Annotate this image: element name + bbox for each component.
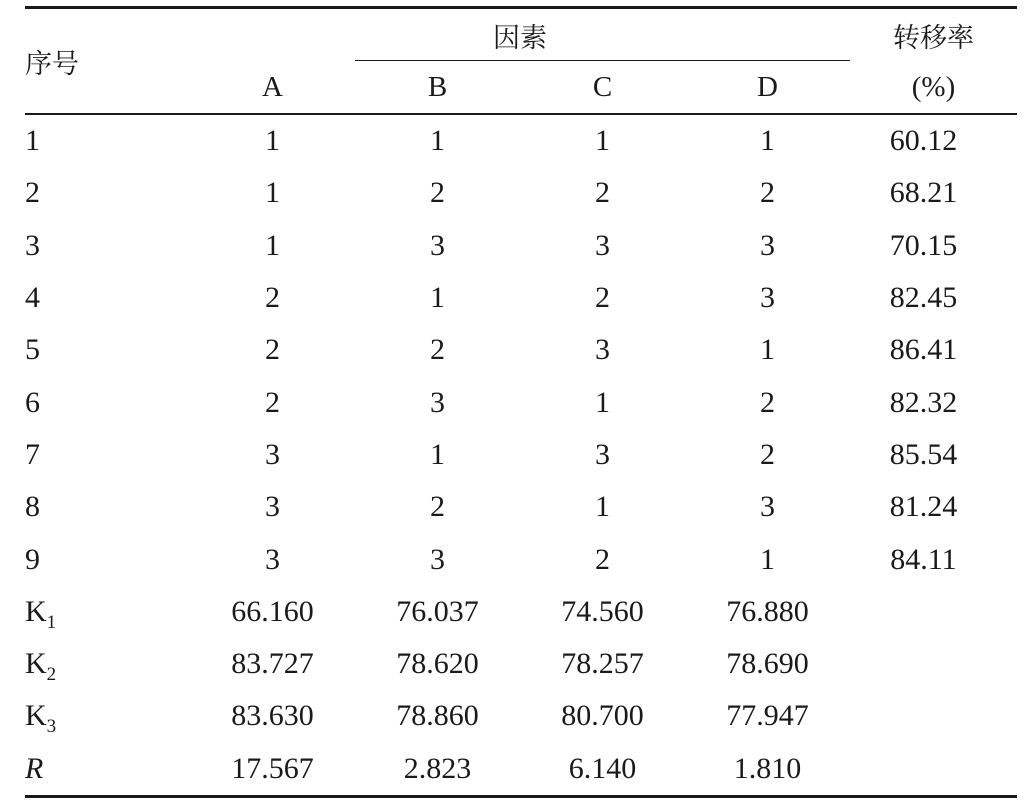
- summary-rate-empty-cell: [850, 743, 1017, 797]
- summary-factor-a-cell: 83.727: [231, 647, 314, 681]
- summary-label-subscript: 1: [46, 611, 57, 633]
- factor-d-level-cell: 3: [760, 228, 775, 262]
- summary-factor-d-cell: 76.880: [726, 594, 809, 628]
- summary-label: R: [25, 751, 44, 785]
- summary-label: K: [25, 647, 47, 681]
- transfer-rate-cell: 60.12: [889, 124, 958, 158]
- factor-b-level-cell: 2: [430, 490, 445, 524]
- index-column-header: 序号: [25, 48, 79, 80]
- factor-a-level-cell: 2: [265, 333, 280, 367]
- factor-c-level-cell: 1: [595, 490, 610, 524]
- summary-label-subscript: 2: [46, 664, 57, 686]
- table-row: [25, 481, 1017, 533]
- summary-label-cell: [25, 638, 190, 690]
- table-row: [25, 533, 1017, 585]
- summary-row: [25, 743, 1017, 797]
- transfer-rate-cell: 85.54: [889, 437, 958, 471]
- factor-group-header: [190, 8, 850, 62]
- row-index-cell: 4: [25, 281, 40, 315]
- summary-factor-b-cell: 78.860: [396, 699, 479, 733]
- transfer-rate-cell: 68.21: [889, 176, 958, 210]
- summary-label-subscript: 3: [46, 716, 57, 738]
- factor-header-c: C: [592, 70, 613, 103]
- factor-c-level-cell: 1: [595, 124, 610, 158]
- factor-b-level-cell: 3: [430, 542, 445, 576]
- factor-group-label: 因素: [493, 22, 547, 54]
- orthogonal-test-table: [25, 6, 1017, 798]
- table-row: [25, 167, 1017, 219]
- factor-d-level-cell: 2: [760, 385, 775, 419]
- factor-c-level-cell: 3: [595, 437, 610, 471]
- factor-b-level-cell: 2: [430, 333, 445, 367]
- summary-label: K: [25, 699, 47, 733]
- factor-d-level-cell: 3: [760, 490, 775, 524]
- summary-label-cell: [25, 690, 190, 742]
- factor-c-level-cell: 2: [595, 542, 610, 576]
- factor-c-level-cell: 3: [595, 333, 610, 367]
- summary-factor-c-cell: 78.257: [561, 647, 644, 681]
- table-row: [25, 272, 1017, 324]
- table-row: [25, 324, 1017, 376]
- table-row: [25, 429, 1017, 481]
- factor-d-level-cell: 1: [760, 542, 775, 576]
- factor-a-level-cell: 2: [265, 385, 280, 419]
- factor-b-level-cell: 1: [430, 124, 445, 158]
- summary-factor-a-cell: 83.630: [231, 699, 314, 733]
- rate-column-header-line2: (%): [911, 70, 956, 103]
- transfer-rate-cell: 82.45: [889, 281, 958, 315]
- summary-rate-empty-cell: [850, 638, 1017, 690]
- row-index-cell: 1: [25, 124, 40, 158]
- factor-d-level-cell: 2: [760, 437, 775, 471]
- summary-factor-b-cell: 78.620: [396, 647, 479, 681]
- factor-c-level-cell: 3: [595, 228, 610, 262]
- factor-a-level-cell: 3: [265, 437, 280, 471]
- factor-b-level-cell: 3: [430, 385, 445, 419]
- row-index-cell: 5: [25, 333, 40, 367]
- row-index-cell: 3: [25, 228, 40, 262]
- summary-factor-a-cell: 17.567: [231, 751, 314, 785]
- transfer-rate-cell: 70.15: [889, 228, 958, 262]
- summary-label: K: [25, 594, 47, 628]
- summary-factor-c-cell: 80.700: [561, 699, 644, 733]
- row-index-cell: 9: [25, 542, 40, 576]
- orthogonal-test-table-container: [25, 6, 1017, 798]
- factor-b-level-cell: 1: [430, 281, 445, 315]
- summary-factor-b-cell: 76.037: [396, 594, 479, 628]
- summary-factor-c-cell: 6.140: [568, 751, 637, 785]
- factor-d-level-cell: 2: [760, 176, 775, 210]
- rate-column-header-line1: 转移率: [893, 22, 974, 54]
- summary-label-cell: [25, 586, 190, 638]
- summary-row: [25, 638, 1017, 690]
- factor-group-underline: [355, 60, 850, 61]
- summary-label-cell: [25, 743, 190, 797]
- table-row: [25, 376, 1017, 428]
- table-body: [25, 114, 1017, 796]
- summary-rate-empty-cell: [850, 690, 1017, 742]
- factor-c-level-cell: 2: [595, 176, 610, 210]
- factor-d-level-cell: 1: [760, 124, 775, 158]
- row-index-cell: 6: [25, 385, 40, 419]
- factor-b-level-cell: 3: [430, 228, 445, 262]
- summary-rate-empty-cell: [850, 586, 1017, 638]
- factor-a-level-cell: 1: [265, 228, 280, 262]
- table-row: [25, 114, 1017, 167]
- factor-a-level-cell: 2: [265, 281, 280, 315]
- summary-factor-d-cell: 77.947: [726, 699, 809, 733]
- factor-header-b: B: [427, 70, 448, 103]
- factor-c-level-cell: 1: [595, 385, 610, 419]
- transfer-rate-cell: 84.11: [890, 542, 957, 576]
- row-index-cell: 7: [25, 437, 40, 471]
- transfer-rate-cell: 81.24: [889, 490, 958, 524]
- transfer-rate-cell: 82.32: [889, 385, 958, 419]
- summary-factor-d-cell: 78.690: [726, 647, 809, 681]
- factor-a-level-cell: 1: [265, 124, 280, 158]
- summary-factor-a-cell: 66.160: [231, 594, 314, 628]
- summary-factor-d-cell: 1.810: [733, 751, 802, 785]
- factor-a-level-cell: 3: [265, 542, 280, 576]
- table-row: [25, 220, 1017, 272]
- factor-a-level-cell: 1: [265, 176, 280, 210]
- row-index-cell: 2: [25, 176, 40, 210]
- factor-d-level-cell: 3: [760, 281, 775, 315]
- factor-b-level-cell: 1: [430, 437, 445, 471]
- factor-a-level-cell: 3: [265, 490, 280, 524]
- summary-row: [25, 690, 1017, 742]
- factor-header-a: A: [262, 70, 283, 103]
- row-index-cell: 8: [25, 490, 40, 524]
- header-row-1: [25, 8, 1017, 62]
- factor-c-level-cell: 2: [595, 281, 610, 315]
- factor-d-level-cell: 1: [760, 333, 775, 367]
- factor-b-level-cell: 2: [430, 176, 445, 210]
- factor-header-d: D: [757, 70, 778, 103]
- summary-factor-b-cell: 2.823: [403, 751, 472, 785]
- summary-row: [25, 586, 1017, 638]
- transfer-rate-cell: 86.41: [889, 333, 958, 367]
- summary-factor-c-cell: 74.560: [561, 594, 644, 628]
